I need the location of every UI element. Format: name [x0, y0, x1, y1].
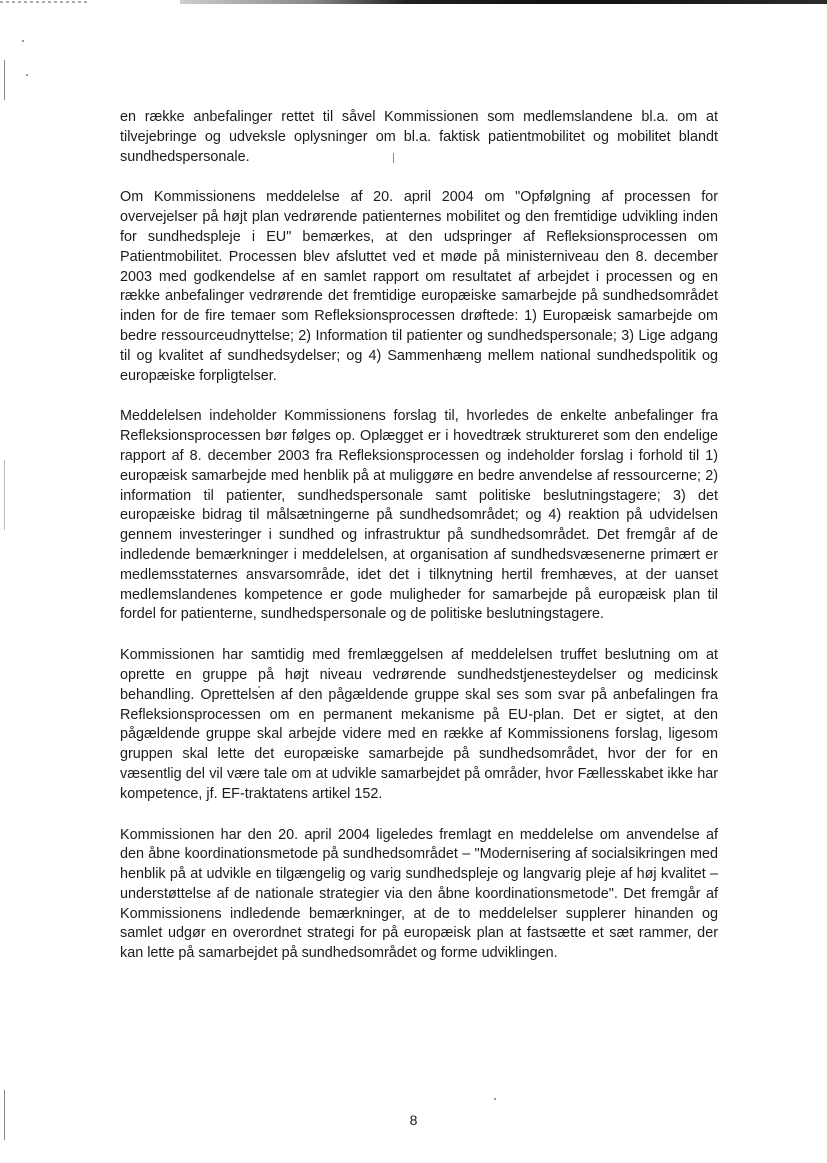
page-number: 8: [409, 1112, 418, 1128]
paragraph-3: Meddelelsen indeholder Kommissionens forslag til, hvorledes de enkelte anbefalinger fra Refleksionsprocessen bør følges op. Oplægget er i hovedtræk struktureret som den endelige rapport af 8. december 2003 fra Refleksionsprocessen og indeholder forslag i forhold til 1) europæisk samarbejde med henblik på at muliggøre en bedre anvendelse af ressourcerne; 2) information til patienter, sundhedspersonale samt politiske beslutningstagere; 3) det europæiske bidrag til målsætningerne på sundhedsområdet; og 4) reaktion på udvidelsen gennem investeringer i sundhed og infrastruktur på sundhedsområdet. Det fremgår af de indledende bemærkninger i meddelelsen, at organisation af sundhedsvæsenerne primært er medlemsstaternes ansvarsområde, idet det i tilknytning hertil fremhæves, at der uanset medlemslandenes kompetence er gode muligheder for samarbejde på europæisk plan til fordel for patienterne, sundhedspersonale og de politiske beslutningstagere.: [120, 408, 718, 623]
document-body: [120, 108, 718, 985]
paragraph-2: Om Kommissionens meddelelse af 20. april 2004 om "Opfølgning af processen for overvejelser på højt plan vedrørende patienternes mobilitet og den fremtidige udvikling inden for sundhedspleje i EU" bemærkes, at den udspringer af Refleksionsprocessen om Patientmobilitet. Processen blev afsluttet ved et møde på ministerniveau den 8. december 2003 med godkendelse af en samlet rapport om resultatet af arbejdet i processen og en række anbefalinger vedrørende det fremtidige europæiske samarbejde på sundhedsområdet inden for de fire temaer som Refleksionsprocessen drøftede: 1) Europæisk samarbejde om bedre ressourceudnyttelse; 2) Information til patienter og sundhedspersonale; 3) Lige adgang til og kvalitet af sundhedsydelser; og 4) Sammenhæng mellem national sundhedspolitik og europæiske forpligtelser.: [120, 189, 718, 384]
scan-edge-top-left: [0, 1, 90, 3]
scan-speck: [494, 1098, 496, 1100]
scan-edge-left: [4, 60, 5, 100]
paragraph-5: Kommissionen har den 20. april 2004 ligeledes fremlagt en meddelelse om anvendelse af den åbne koordinationsmetode på sundhedsområdet – "Modernisering af socialsikringen med henblik på at udvikle en tilgængelig og varig sundhedspleje og langvarig pleje af høj kvalitet – understøttelse af de nationale strategier via den åbne koordinationsmetode". Det fremgår af Kommissionens indledende bemærkninger, at de to meddelelser supplerer hinanden og samlet udgør en overordnet strategi for på europæisk plan at fastsætte et sæt rammer, der kan lette på samarbejdet på sundhedsområdet og forme udviklingen.: [120, 826, 718, 962]
scan-edge-top: [180, 0, 827, 4]
scan-speck: [26, 74, 28, 76]
scan-edge-left-2: [4, 460, 5, 530]
paragraph-1: en række anbefalinger rettet til såvel Kommissionen som medlemslandene bl.a. om at tilvejebringe og udveksle oplysninger om bl.a. faktisk patientmobilitet og mobilitet blandt sundhedspersonale.: [120, 109, 718, 165]
scan-speck: [22, 40, 24, 42]
paragraph-4: Kommissionen har samtidig med fremlæggelsen af meddelelsen truffet beslutning om at oprette en gruppe på højt niveau vedrørende sundhedstjenesteydelser og medicinsk behandling. Oprettelsen af den pågældende gruppe skal ses som svar på anbefalingen fra Refleksionsprocessen om en permanent mekanisme på EU-plan. Det er sigtet, at den pågældende gruppe skal arbejde videre med en række af Kommissionens forslag, ligesom gruppen skal lette det europæiske samarbejde på sundhedsområdet, hvor der for en væsentlig del vil være tale om at udvikle samarbejdet på områder, hvor Fællesskabet ikke har kompetence, jf. EF-traktatens artikel 152.: [120, 647, 718, 802]
